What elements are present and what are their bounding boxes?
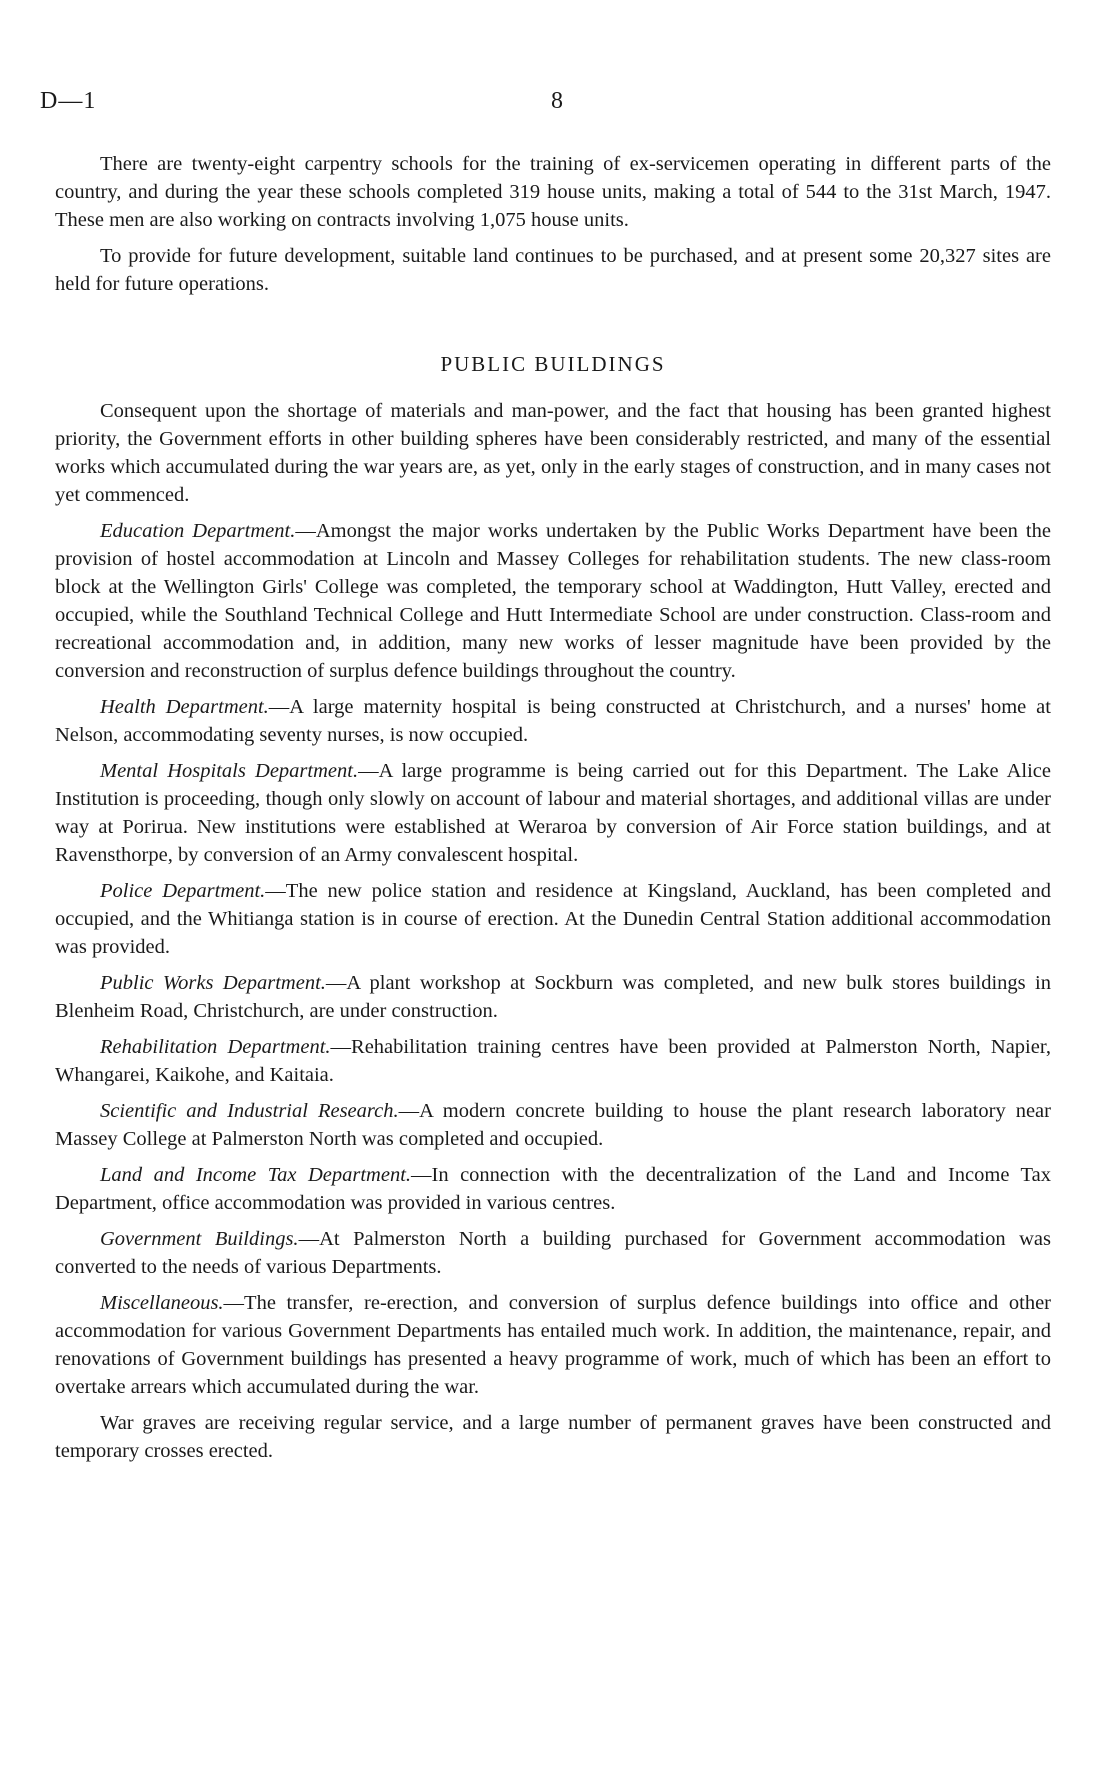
paragraph-text: —A modern concrete building to house the plant research laboratory near Massey College at Palmerston North was completed and occupied. [55, 1100, 1051, 1150]
intro-paragraph-2: To provide for future development, suitable land continues to be purchased, and at present some 20,327 sites are held for future operations. [55, 245, 1051, 295]
paragraph-lead: Government Buildings. [100, 1228, 299, 1250]
paragraph-miscellaneous [55, 1289, 1051, 1401]
paragraph-lead: Police Department. [100, 880, 266, 902]
section-opening-paragraph: Consequent upon the shortage of materials and man-power, and the fact that housing has been granted highest priority, the Government efforts in other building spheres have been considerably restricted, and many of the essential works which accumulated during the war years are, as yet, only in the early stages of construction, and in many cases not yet commenced. [55, 400, 1051, 506]
page-number: 8 [551, 88, 563, 114]
paragraph-text: —A large programme is being carried out for this Department. The Lake Alice Institution is proceeding, though only slowly on account of labour and material shortages, and additional villas are under way at Porirua. New institutions were established at Weraroa by conversion of Air Force station buildings, and at Ravensthorpe, by conversion of an Army convalescent hospital. [55, 760, 1052, 866]
paragraph-education [55, 517, 1051, 685]
page-header [40, 88, 1074, 128]
paragraph-text: —In connection with the decentralization of the Land and Income Tax Department, office accommodation was provided in various centres. [55, 1164, 1051, 1214]
document-body [55, 150, 1051, 1473]
paragraph-text: —Amongst the major works undertaken by the Public Works Department have been the provision of hostel accommodation at Lincoln and Massey Colleges for rehabilitation students. The new class-room block at the Wellington Girls' College was completed, the temporary school at Waddington, Hutt Valley, erected and occupied, while the Southland Technical College and Hutt Intermediate School are under construction. Class-room and recreational accommodation and, in addition, many new works of lesser magnitude have been provided by the conversion and reconstruction of surplus defence buildings throughout the country. [55, 520, 1051, 682]
closing-paragraph: War graves are receiving regular service, and a large number of permanent graves have been constructed and temporary crosses erected. [55, 1412, 1051, 1462]
paragraph-text: —A large maternity hospital is being constructed at Christchurch, and a nurses' home at Nelson, accommodating seventy nurses, is now occupied. [55, 696, 1051, 746]
paragraph-text: —The new police station and residence at Kingsland, Auckland, has been completed and occupied, and the Whitianga station is in course of erection. At the Dunedin Central Station additional accommodation was provided. [55, 880, 1051, 958]
document-reference: D—1 [40, 88, 97, 114]
paragraph-lead: Land and Income Tax Department. [100, 1164, 412, 1186]
paragraph-lead: Public Works Department. [100, 972, 326, 994]
section-heading: PUBLIC BUILDINGS [440, 352, 666, 376]
paragraph-text: —Rehabilitation training centres have been provided at Palmerston North, Napier, Whangarei, Kaikohe, and Kaitaia. [55, 1036, 1051, 1086]
paragraph-rehabilitation [55, 1033, 1051, 1089]
paragraph-public-works [55, 969, 1051, 1025]
paragraph-lead: Rehabilitation Department. [100, 1036, 331, 1058]
paragraph-lead: Health Department. [100, 696, 269, 718]
paragraph-land-income-tax [55, 1161, 1051, 1217]
paragraph-health [55, 693, 1051, 749]
paragraph-police [55, 877, 1051, 961]
paragraph-mental-hospitals [55, 757, 1051, 869]
paragraph-text: —The transfer, re-erection, and conversion of surplus defence buildings into office and other accommodation for various Government Departments has entailed much work. In addition, the maintenance, repair, and renovations of Government buildings has presented a heavy programme of work, much of which has been an effort to overtake arrears which accumulated during the war. [55, 1292, 1051, 1398]
paragraph-government-buildings [55, 1225, 1051, 1281]
paragraph-lead: Education Department. [100, 520, 296, 542]
intro-paragraph-1: There are twenty-eight carpentry schools for the training of ex-servicemen operating in different parts of the country, and during the year these schools completed 319 house units, making a total of 544 to the 31st March, 1947. These men are also working on contracts involving 1,075 house units. [55, 153, 1051, 231]
paragraph-text: —At Palmerston North a building purchased for Government accommodation was converted to the needs of various Departments. [55, 1228, 1051, 1278]
paragraph-lead: Scientific and Industrial Research. [100, 1100, 399, 1122]
paragraph-text: —A plant workshop at Sockburn was completed, and new bulk stores buildings in Blenheim Road, Christchurch, are under construction. [55, 972, 1051, 1022]
paragraph-scientific-research [55, 1097, 1051, 1153]
paragraph-lead: Miscellaneous. [100, 1292, 224, 1314]
paragraph-lead: Mental Hospitals Department. [100, 760, 359, 782]
